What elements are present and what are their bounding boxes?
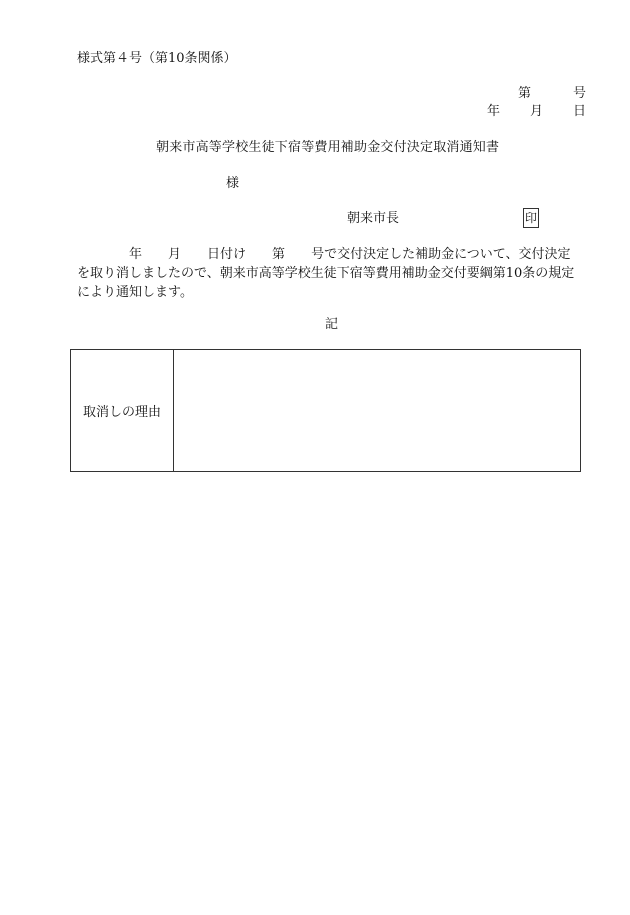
document-number-suffix: 号	[572, 86, 586, 101]
body-dated: 日付け	[207, 247, 247, 262]
body-line-3: により通知します。	[77, 285, 193, 300]
body-text	[77, 245, 589, 302]
date-month: 月	[529, 104, 543, 119]
sender-name: 朝来市長	[347, 211, 400, 226]
reason-value-cell[interactable]	[174, 350, 580, 471]
form-number: 様式第４号（第10条関係）	[77, 51, 237, 66]
date-year: 年	[486, 104, 500, 119]
reason-label-cell	[71, 350, 174, 471]
date-day: 日	[572, 104, 586, 119]
document-title: 朝来市高等学校生徒下宿等費用補助金交付決定取消通知書	[156, 140, 500, 155]
document-number-prefix: 第	[517, 86, 531, 101]
document-number-line	[518, 86, 586, 102]
body-number-prefix: 第	[272, 247, 286, 262]
reason-table	[70, 349, 581, 472]
note-heading: 記	[325, 317, 339, 332]
reason-label: 取消しの理由	[82, 405, 161, 420]
body-line-1-rest: 号で交付決定した補助金について、交付決定	[311, 247, 571, 262]
body-line-1	[77, 245, 589, 264]
date-line	[487, 104, 586, 120]
addressee-suffix: 様	[226, 176, 240, 191]
body-line-2: を取り消しましたので、朝来市高等学校生徒下宿等費用補助金交付要綱第10条の規定	[77, 266, 575, 281]
seal-mark: 印	[523, 208, 539, 228]
body-year: 年	[129, 247, 143, 262]
body-month: 月	[168, 247, 182, 262]
